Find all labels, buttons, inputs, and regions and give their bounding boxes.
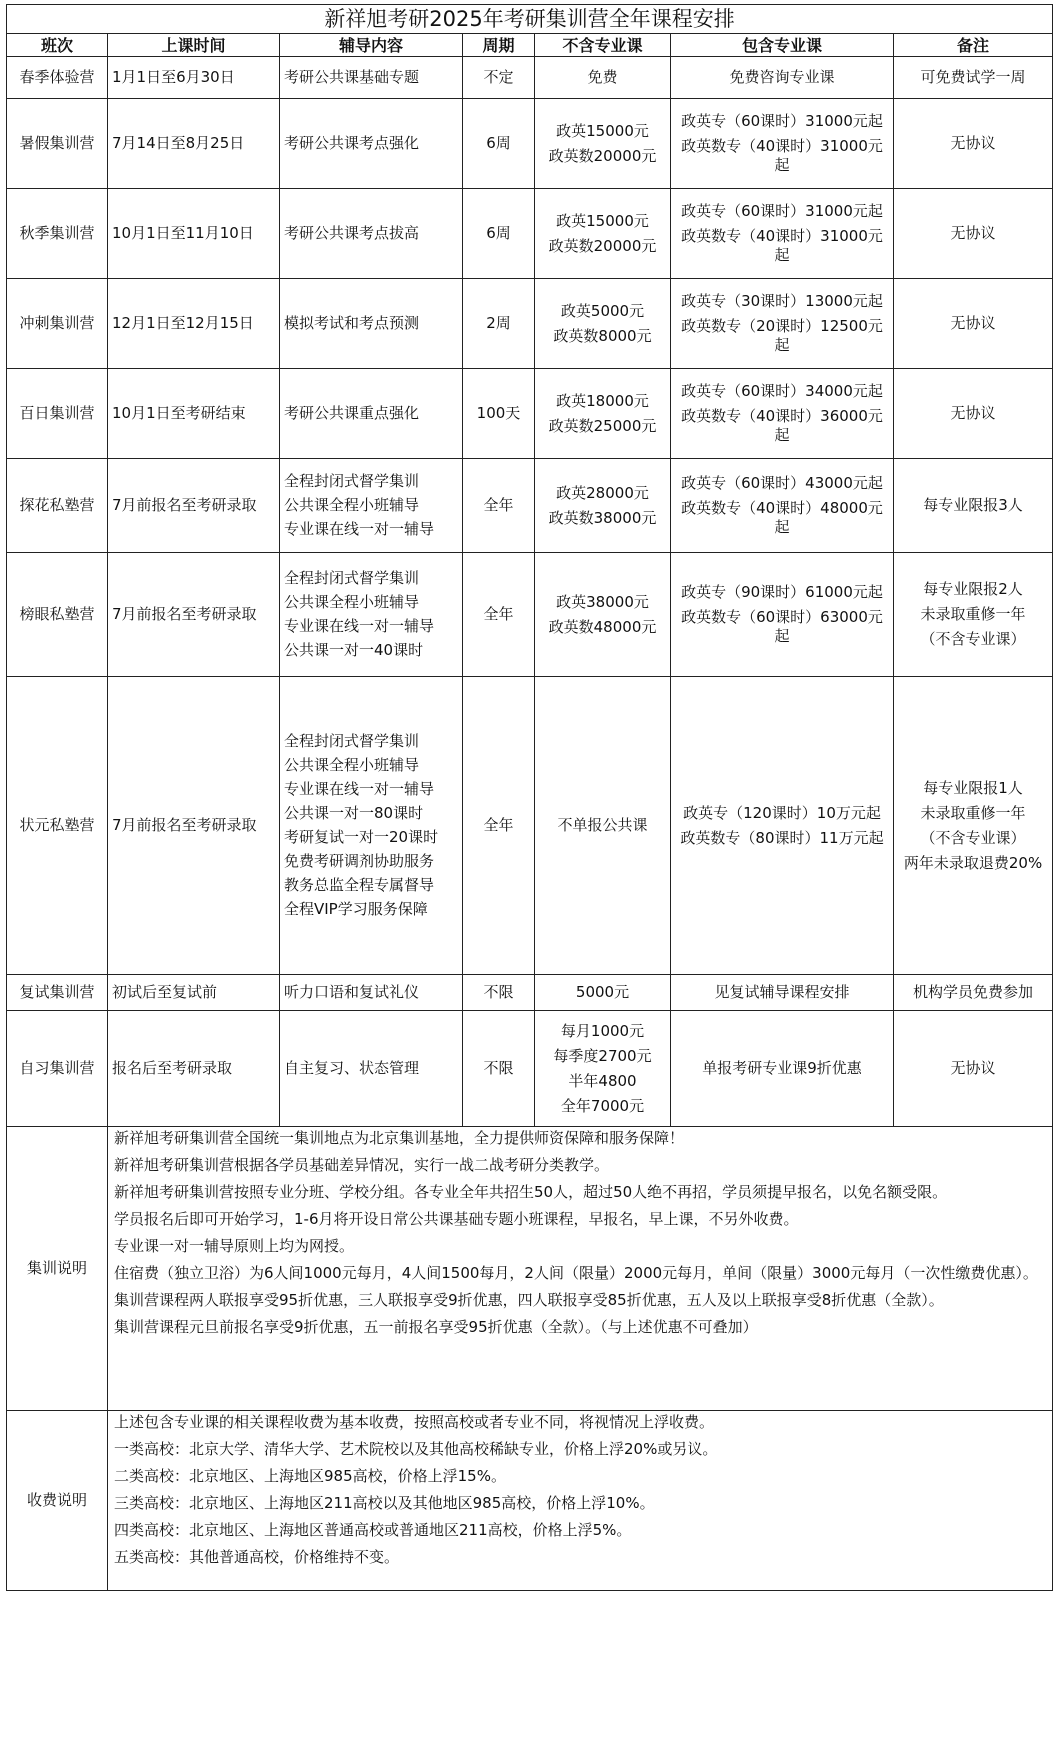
content-cell-line: 自主复习、状态管理 (284, 1059, 420, 1077)
remark-cell-line: 两年未录取退费20% (903, 853, 1043, 872)
content-cell-line: 考研公共课基础专题 (284, 68, 420, 86)
with-major-cell (671, 1011, 894, 1127)
without-major-cell-line: 免费 (587, 68, 618, 86)
time-cell: 12月1日至12月15日 (108, 279, 280, 369)
note-paragraph: 住宿费（独立卫浴）为6人间1000元每月，4人间1500每月，2人间（限量）2000元每月，单间（限量）3000元每月（一次性缴费优惠）。 (114, 1264, 1038, 1282)
period-cell: 100天 (463, 369, 535, 459)
class-name-cell: 自习集训营 (7, 1011, 108, 1127)
period-cell: 6周 (463, 99, 535, 189)
note-paragraph: 新祥旭考研集训营全国统一集训地点为北京集训基地，全力提供师资保障和服务保障！ (114, 1129, 685, 1147)
without-major-cell-line: 政英数48000元 (548, 617, 657, 636)
content-cell (280, 57, 463, 99)
with-major-cell (671, 553, 894, 677)
with-major-cell-line: 政英数专（80课时）11万元起 (680, 828, 884, 847)
without-major-cell-line: 政英数20000元 (548, 146, 657, 165)
class-name-cell: 暑假集训营 (7, 99, 108, 189)
time-cell: 7月前报名至考研录取 (108, 459, 280, 553)
remark-cell-line: （不含专业课） (920, 828, 1026, 847)
content-cell-line: 公共课一对一80课时 (284, 804, 424, 822)
without-major-cell (535, 57, 671, 99)
with-major-cell-line: 政英专（60课时）31000元起 (681, 202, 883, 220)
note-paragraph: 三类高校：北京地区、上海地区211高校以及其他地区985高校，价格上浮10%。 (114, 1494, 655, 1512)
without-major-cell (535, 975, 671, 1011)
without-major-cell-line: 半年4800 (568, 1071, 637, 1090)
remark-cell (894, 459, 1053, 553)
class-name-cell: 秋季集训营 (7, 189, 108, 279)
table-row (7, 1011, 1053, 1127)
without-major-cell-line: 政英5000元 (560, 301, 645, 320)
notes-label: 收费说明 (7, 1411, 108, 1591)
content-cell (280, 459, 463, 553)
remark-cell-line: 未录取重修一年 (920, 605, 1026, 623)
remark-cell-line: 无协议 (950, 134, 996, 152)
course-rows (7, 57, 1053, 1127)
remark-cell (894, 1011, 1053, 1127)
without-major-cell-line: 政英数25000元 (548, 416, 657, 435)
table-row (7, 99, 1053, 189)
without-major-cell-line: 政英18000元 (556, 391, 649, 410)
content-cell (280, 553, 463, 677)
with-major-cell-line: 见复试辅导课程安排 (714, 983, 850, 1001)
with-major-cell (671, 279, 894, 369)
with-major-cell (671, 369, 894, 459)
without-major-cell-line: 政英15000元 (556, 121, 649, 140)
content-cell-line: 听力口语和复试礼仪 (284, 983, 420, 1001)
period-cell: 不定 (463, 57, 535, 99)
without-major-cell-line: 全年7000元 (560, 1096, 645, 1115)
without-major-cell (535, 189, 671, 279)
without-major-cell-line: 每月1000元 (560, 1021, 645, 1040)
content-cell-line: 专业课在线一对一辅导 (284, 520, 435, 538)
with-major-cell-line: 政英数专（40课时）31000元起 (681, 137, 883, 174)
notes-body (108, 1411, 1053, 1591)
title-row (7, 5, 1053, 34)
remark-cell-line: 机构学员免费参加 (913, 983, 1034, 1001)
period-cell: 2周 (463, 279, 535, 369)
remark-cell-line: 无协议 (950, 224, 996, 242)
content-cell (280, 975, 463, 1011)
content-cell-line: 考研公共课考点强化 (284, 134, 420, 152)
course-schedule-document (6, 4, 1052, 1591)
time-cell: 10月1日至11月10日 (108, 189, 280, 279)
without-major-cell (535, 1011, 671, 1127)
content-cell-line: 公共课全程小班辅导 (284, 593, 420, 611)
remark-cell-line: 无协议 (950, 404, 996, 422)
content-cell-line: 公共课一对一40课时 (284, 641, 424, 659)
notes-label: 集训说明 (7, 1127, 108, 1411)
note-paragraph: 二类高校：北京地区、上海地区985高校，价格上浮15%。 (114, 1467, 506, 1485)
with-major-cell (671, 99, 894, 189)
with-major-cell-line: 政英数专（40课时）36000元起 (681, 407, 883, 444)
remark-cell (894, 279, 1053, 369)
period-cell: 全年 (463, 677, 535, 975)
header-period: 周期 (463, 34, 535, 57)
without-major-cell-line: 每季度2700元 (553, 1046, 652, 1065)
table-row (7, 553, 1053, 677)
note-paragraph: 五类高校：其他普通高校，价格维持不变。 (114, 1548, 400, 1566)
content-cell (280, 99, 463, 189)
with-major-cell-line: 政英数专（40课时）31000元起 (681, 227, 883, 264)
time-cell: 报名后至考研录取 (108, 1011, 280, 1127)
note-paragraph: 集训营课程两人联报享受95折优惠，三人联报享受9折优惠，四人联报享受85折优惠，五人及以上联报享受8折优惠（全款）。 (114, 1291, 944, 1309)
without-major-cell-line: 政英数38000元 (548, 508, 657, 527)
with-major-cell (671, 459, 894, 553)
period-cell: 不限 (463, 975, 535, 1011)
notes-body (108, 1127, 1053, 1411)
content-cell-line: 考研公共课考点拔高 (284, 224, 420, 242)
table-row (7, 57, 1053, 99)
remark-cell (894, 369, 1053, 459)
table-row (7, 459, 1053, 553)
with-major-cell (671, 189, 894, 279)
content-cell (280, 189, 463, 279)
notes-row (7, 1411, 1053, 1591)
content-cell-line: 公共课全程小班辅导 (284, 496, 420, 514)
note-paragraph: 专业课一对一辅导原则上均为网授。 (114, 1237, 355, 1255)
time-cell: 7月14日至8月25日 (108, 99, 280, 189)
content-cell (280, 1011, 463, 1127)
without-major-cell-line: 政英数8000元 (553, 326, 652, 345)
content-cell-line: 全程封闭式督学集训 (284, 569, 420, 587)
page-title: 新祥旭考研2025年考研集训营全年课程安排 (7, 5, 1053, 34)
with-major-cell (671, 677, 894, 975)
without-major-cell (535, 553, 671, 677)
period-cell: 不限 (463, 1011, 535, 1127)
with-major-cell-line: 政英专（30课时）13000元起 (681, 292, 883, 310)
table-row (7, 369, 1053, 459)
remark-cell-line: 每专业限报1人 (923, 778, 1023, 797)
content-cell-line: 全程VIP学习服务保障 (284, 900, 428, 918)
header-row (7, 34, 1053, 57)
content-cell-line: 模拟考试和考点预测 (284, 314, 420, 332)
with-major-cell-line: 政英数专（40课时）48000元起 (681, 499, 883, 536)
class-name-cell: 百日集训营 (7, 369, 108, 459)
with-major-cell-line: 政英专（60课时）43000元起 (681, 474, 883, 492)
class-name-cell: 状元私塾营 (7, 677, 108, 975)
time-cell: 7月前报名至考研录取 (108, 553, 280, 677)
class-name-cell: 探花私塾营 (7, 459, 108, 553)
with-major-cell-line: 政英数专（60课时）63000元起 (681, 608, 883, 645)
remark-cell-line: 无协议 (950, 1059, 996, 1077)
header-with-major: 包含专业课 (671, 34, 894, 57)
without-major-cell-line: 5000元 (575, 983, 630, 1001)
remark-cell (894, 677, 1053, 975)
class-name-cell: 榜眼私塾营 (7, 553, 108, 677)
without-major-cell-line: 政英15000元 (556, 211, 649, 230)
remark-cell (894, 975, 1053, 1011)
period-cell: 全年 (463, 553, 535, 677)
table-row (7, 189, 1053, 279)
with-major-cell-line: 政英专（60课时）34000元起 (681, 382, 883, 400)
header-remark: 备注 (894, 34, 1053, 57)
header-content: 辅导内容 (280, 34, 463, 57)
content-cell-line: 专业课在线一对一辅导 (284, 617, 435, 635)
header-without-major: 不含专业课 (535, 34, 671, 57)
with-major-cell-line: 免费咨询专业课 (729, 68, 835, 86)
content-cell (280, 279, 463, 369)
remark-cell (894, 189, 1053, 279)
note-paragraph: 新祥旭考研集训营按照专业分班、学校分组。各专业全年共招生50人，超过50人绝不再招，学员须提早报名，以免名额受限。 (114, 1183, 948, 1201)
without-major-cell-line: 政英数20000元 (548, 236, 657, 255)
remark-cell (894, 553, 1053, 677)
without-major-cell (535, 677, 671, 975)
period-cell: 6周 (463, 189, 535, 279)
table-row (7, 677, 1053, 975)
remark-cell-line: 每专业限报2人 (923, 580, 1023, 598)
content-cell (280, 369, 463, 459)
table-row (7, 279, 1053, 369)
with-major-cell-line: 单报考研专业课9折优惠 (702, 1059, 862, 1077)
content-cell-line: 专业课在线一对一辅导 (284, 780, 435, 798)
without-major-cell (535, 369, 671, 459)
content-cell-line: 全程封闭式督学集训 (284, 472, 420, 490)
content-cell (280, 677, 463, 975)
remark-cell-line: 可免费试学一周 (920, 68, 1026, 86)
with-major-cell-line: 政英专（60课时）31000元起 (681, 112, 883, 130)
time-cell: 初试后至复试前 (108, 975, 280, 1011)
with-major-cell (671, 975, 894, 1011)
content-cell-line: 教务总监全程专属督导 (284, 876, 435, 894)
remark-cell (894, 99, 1053, 189)
note-paragraph: 上述包含专业课的相关课程收费为基本收费，按照高校或者专业不同，将视情况上浮收费。 (114, 1413, 715, 1431)
notes-row (7, 1127, 1053, 1411)
content-cell-line: 考研复试一对一20课时 (284, 828, 439, 846)
content-cell-line: 考研公共课重点强化 (284, 404, 420, 422)
note-paragraph: 新祥旭考研集训营根据各学员基础差异情况，实行一战二战考研分类教学。 (114, 1156, 610, 1174)
class-name-cell: 春季体验营 (7, 57, 108, 99)
time-cell: 10月1日至考研结束 (108, 369, 280, 459)
period-cell: 全年 (463, 459, 535, 553)
remark-cell (894, 57, 1053, 99)
content-cell-line: 免费考研调剂协助服务 (284, 852, 435, 870)
with-major-cell-line: 政英专（90课时）61000元起 (681, 583, 883, 601)
without-major-cell (535, 279, 671, 369)
table-row (7, 975, 1053, 1011)
content-cell-line: 公共课全程小班辅导 (284, 756, 420, 774)
remark-cell-line: 无协议 (950, 314, 996, 332)
without-major-cell (535, 459, 671, 553)
without-major-cell-line: 政英28000元 (556, 483, 649, 502)
without-major-cell (535, 99, 671, 189)
note-paragraph: 四类高校：北京地区、上海地区普通高校或普通地区211高校，价格上浮5%。 (114, 1521, 632, 1539)
with-major-cell-line: 政英数专（20课时）12500元起 (681, 317, 883, 354)
without-major-cell-line: 政英38000元 (556, 592, 649, 611)
note-paragraph: 学员报名后即可开始学习，1-6月将开设日常公共课基础专题小班课程，早报名，早上课，不另外收费。 (114, 1210, 799, 1228)
time-cell: 1月1日至6月30日 (108, 57, 280, 99)
time-cell: 7月前报名至考研录取 (108, 677, 280, 975)
note-paragraph: 一类高校：北京大学、清华大学、艺术院校以及其他高校稀缺专业，价格上浮20%或另议。 (114, 1440, 718, 1458)
note-paragraph: 集训营课程元旦前报名享受9折优惠，五一前报名享受95折优惠（全款）。（与上述优惠不可叠加） (114, 1318, 758, 1336)
without-major-cell-line: 不单报公共课 (557, 816, 648, 834)
remark-cell-line: 每专业限报3人 (923, 496, 1023, 514)
header-time: 上课时间 (108, 34, 280, 57)
with-major-cell (671, 57, 894, 99)
class-name-cell: 复试集训营 (7, 975, 108, 1011)
remark-cell-line: 未录取重修一年 (920, 803, 1026, 822)
header-class: 班次 (7, 34, 108, 57)
remark-cell-line: （不含专业课） (920, 630, 1026, 648)
with-major-cell-line: 政英专（120课时）10万元起 (683, 803, 881, 822)
class-name-cell: 冲刺集训营 (7, 279, 108, 369)
course-table (6, 4, 1053, 1591)
content-cell-line: 全程封闭式督学集训 (284, 732, 420, 750)
notes-rows (7, 1127, 1053, 1591)
